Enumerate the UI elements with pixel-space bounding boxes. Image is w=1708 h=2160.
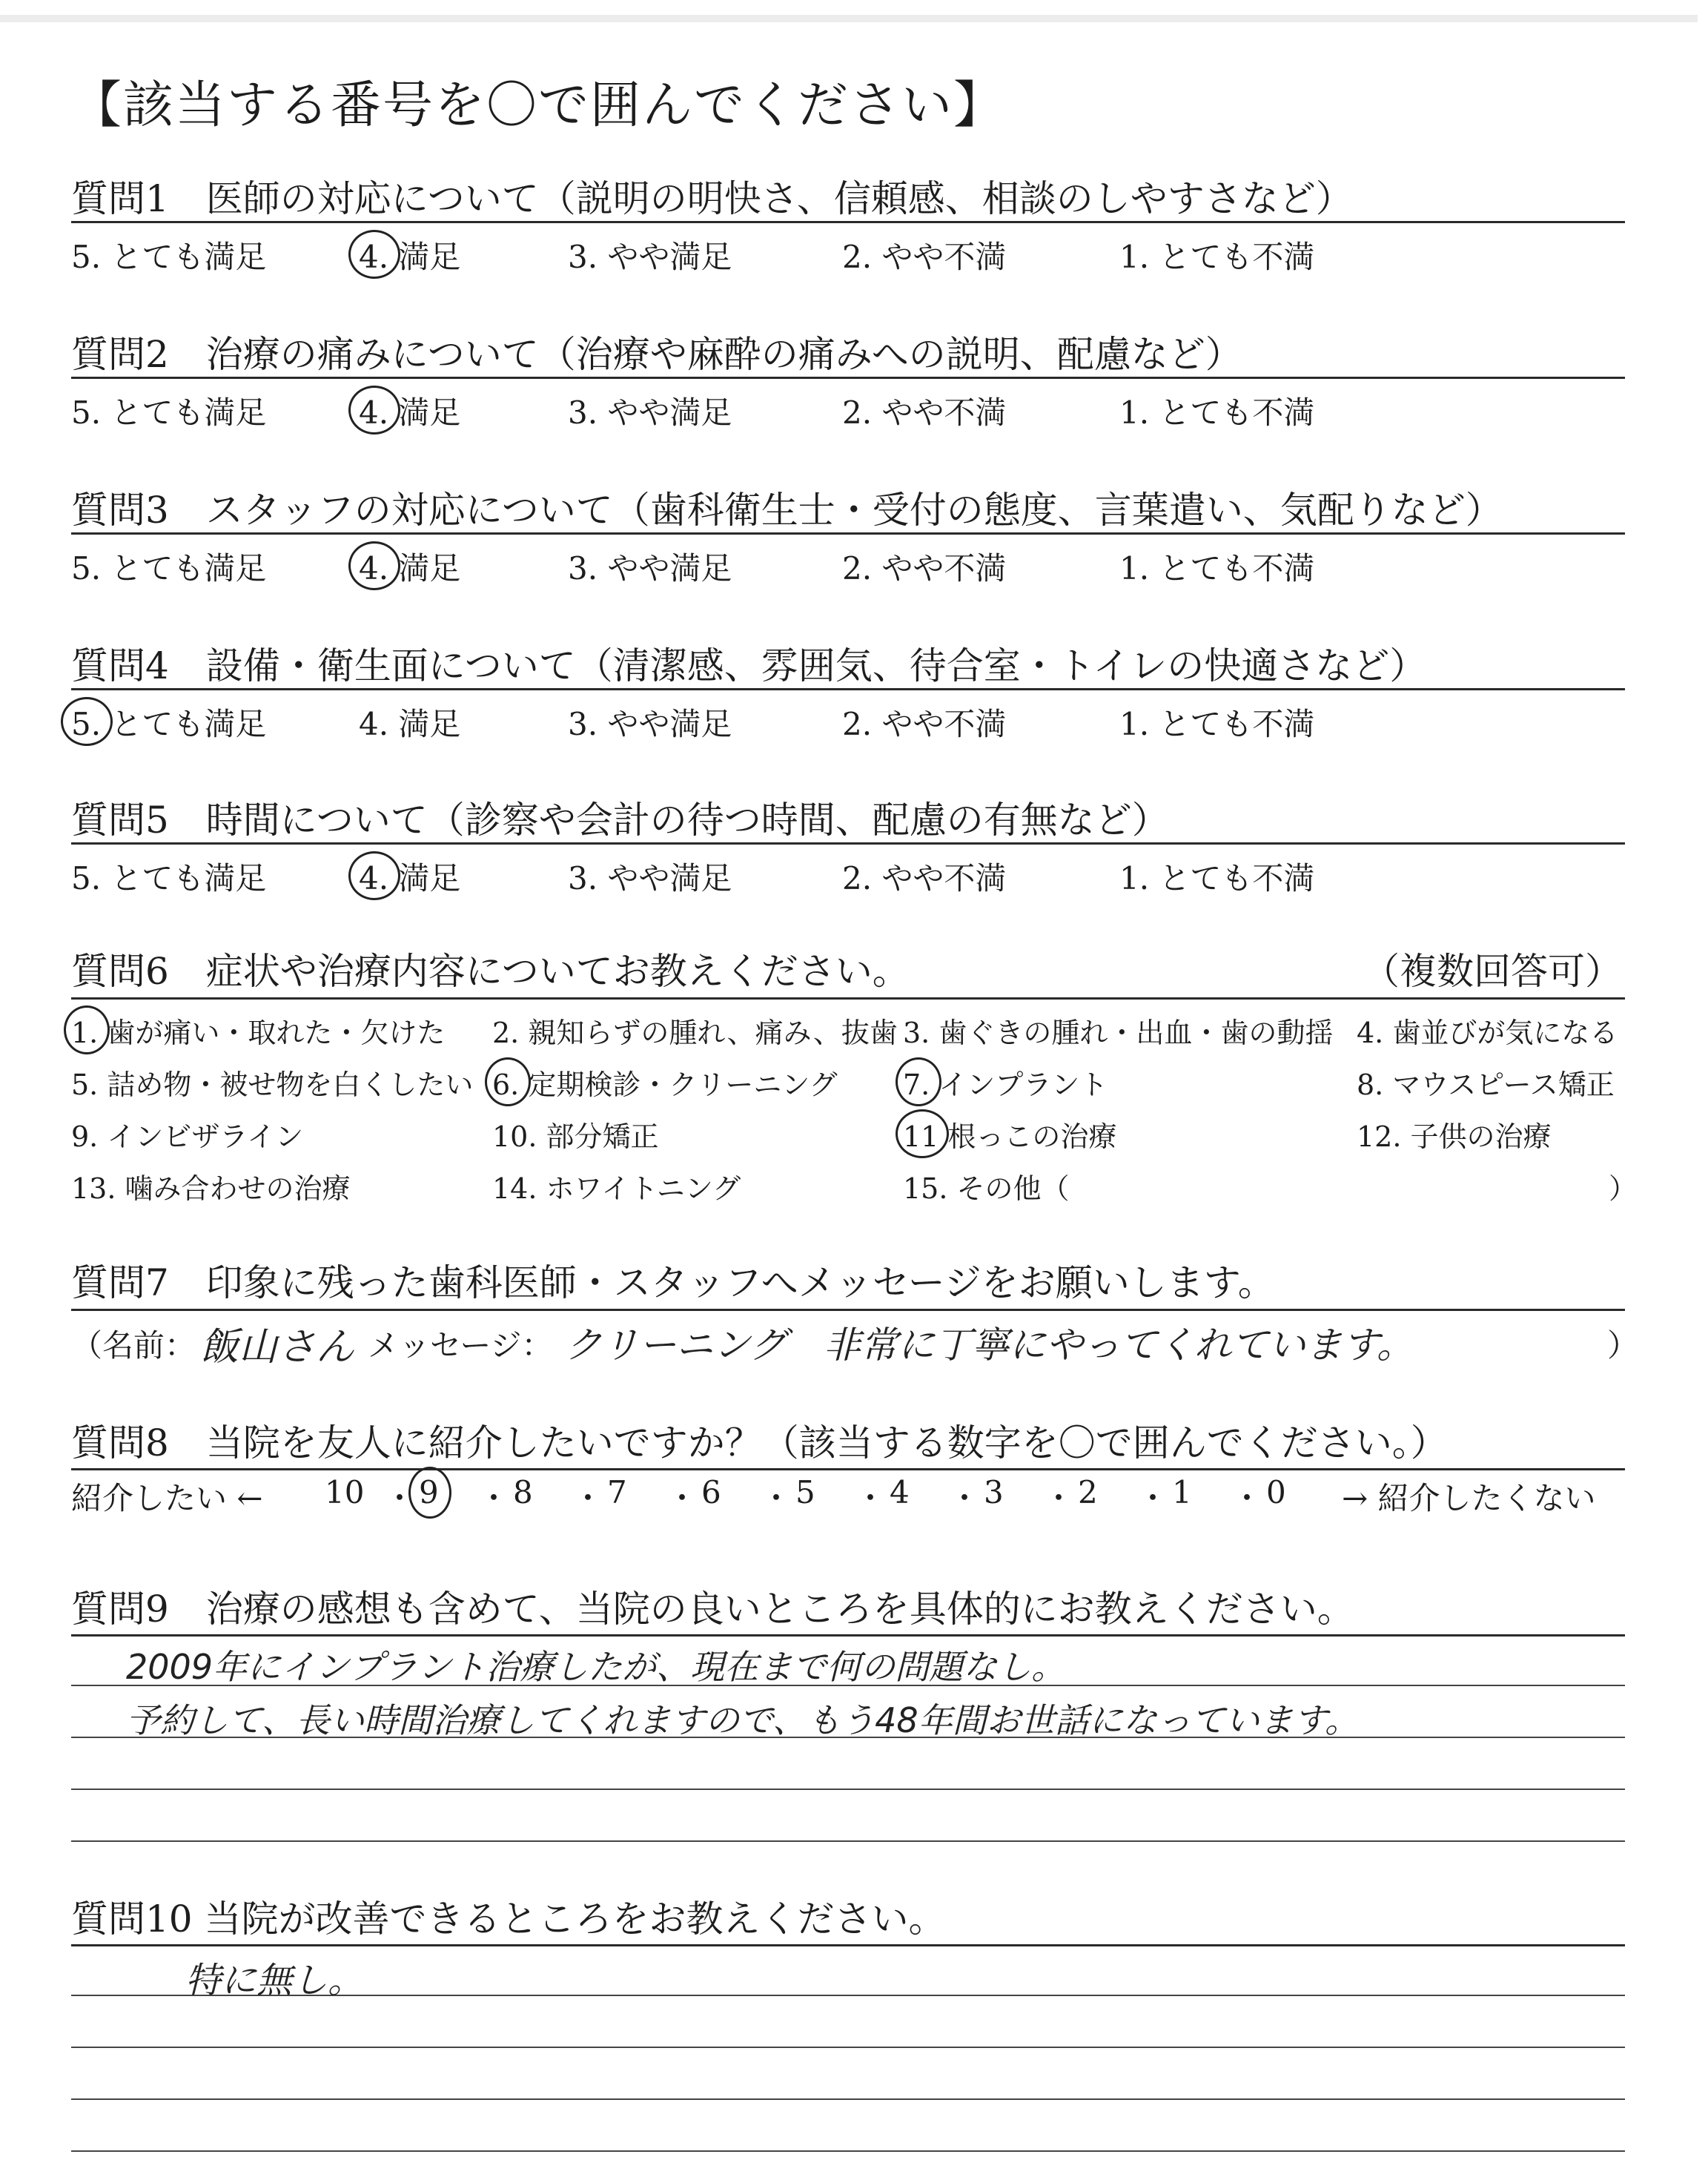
q8-scale-1[interactable]: 1 <box>1172 1474 1192 1510</box>
q5-option-4[interactable]: 4. 満足 <box>359 860 461 896</box>
q7-heading: 質問7 印象に残った歯科医師・スタッフへメッセージをお願いします。 <box>71 1261 1275 1304</box>
q2-option-3[interactable]: 3. やや満足 <box>568 394 732 431</box>
q4-rule <box>71 688 1625 690</box>
q1-option-1[interactable]: 1. とても不満 <box>1119 239 1315 275</box>
q6-option-2[interactable]: 2. 親知らずの腫れ、痛み、抜歯 <box>492 1017 898 1049</box>
q4-option-2[interactable]: 2. やや不満 <box>842 706 1007 742</box>
q3-option-3[interactable]: 3. やや満足 <box>568 550 732 587</box>
q8-separator: ・ <box>1137 1480 1169 1516</box>
q8-separator: ・ <box>1043 1480 1075 1516</box>
q1-selection-circle <box>348 230 400 279</box>
q8-separator: ・ <box>761 1480 792 1516</box>
q8-heading: 質問8 当院を友人に紹介したいですか？（該当する数字を〇で囲んでください。） <box>71 1421 1448 1464</box>
q8-right-label: → 紹介したくない <box>1342 1480 1596 1516</box>
scan-top-edge <box>0 15 1698 22</box>
q9-rule <box>71 1634 1625 1636</box>
q6-option-6[interactable]: 6. 定期検診・クリーニング <box>492 1069 838 1101</box>
q3-option-4[interactable]: 4. 満足 <box>359 550 461 587</box>
q5-selection-circle <box>348 851 400 900</box>
q10-heading: 質問10 当院が改善できるところをお教えください。 <box>71 1898 946 1941</box>
q3-heading: 質問3 スタッフの対応について（歯科衛生士・受付の態度、言葉遣い、気配りなど） <box>71 489 1503 532</box>
q8-scale-2[interactable]: 2 <box>1078 1474 1098 1510</box>
q4-option-3[interactable]: 3. やや満足 <box>568 706 732 742</box>
q2-option-1[interactable]: 1. とても不満 <box>1119 394 1315 431</box>
q1-option-4[interactable]: 4. 満足 <box>359 239 461 275</box>
q5-rule <box>71 842 1625 845</box>
q8-separator: ・ <box>949 1480 981 1516</box>
q6-option-10[interactable]: 10. 部分矯正 <box>492 1120 659 1153</box>
q9-answer-line-2[interactable]: 予約して、長い時間治療してくれますので、もう48年間お世話になっています。 <box>126 1700 1360 1740</box>
q6-selection-circle-11 <box>896 1109 949 1158</box>
q6-option-3[interactable]: 3. 歯ぐきの腫れ・出血・歯の動揺 <box>903 1017 1334 1049</box>
q6-option-9[interactable]: 9. インビザライン <box>71 1120 304 1153</box>
q9-line-4 <box>71 1840 1625 1842</box>
page-title: 【該当する番号を〇で囲んでください】 <box>71 76 1006 135</box>
q6-option-5[interactable]: 5. 詰め物・被せ物を白くしたい <box>71 1069 474 1101</box>
q8-rule <box>71 1468 1625 1470</box>
q6-option-7[interactable]: 7. インプラント <box>903 1069 1108 1101</box>
q1-rule <box>71 221 1625 223</box>
q3-selection-circle <box>348 541 400 590</box>
q1-heading: 質問1 医師の対応について（説明の明快さ、信頼感、相談のしやすさなど） <box>71 177 1353 220</box>
q8-left-label: 紹介したい ← <box>71 1480 263 1516</box>
q10-line-2 <box>71 2047 1625 2048</box>
q8-scale-7[interactable]: 7 <box>607 1474 627 1510</box>
q7-name-label: （名前： <box>71 1327 196 1364</box>
q8-selection-circle <box>408 1467 451 1519</box>
q6-option-11[interactable]: 11 根っこの治療 <box>903 1120 1117 1153</box>
q8-scale-8[interactable]: 8 <box>513 1474 533 1510</box>
q6-option-4[interactable]: 4. 歯並びが気になる <box>1357 1017 1618 1049</box>
q2-option-5[interactable]: 5. とても満足 <box>71 394 267 431</box>
q8-separator: ・ <box>855 1480 887 1516</box>
q6-selection-circle-6 <box>485 1057 531 1106</box>
q3-option-5[interactable]: 5. とても満足 <box>71 550 267 587</box>
q8-scale-4[interactable]: 4 <box>890 1474 910 1510</box>
q6-option-15[interactable]: 15. その他（ <box>903 1172 1070 1205</box>
q2-heading: 質問2 治療の痛みについて（治療や麻酔の痛みへの説明、配慮など） <box>71 333 1242 376</box>
q8-scale-3[interactable]: 3 <box>984 1474 1004 1510</box>
q10-line-3 <box>71 2098 1625 2100</box>
q6-option-8[interactable]: 8. マウスピース矯正 <box>1357 1069 1615 1101</box>
q1-option-5[interactable]: 5. とても満足 <box>71 239 267 275</box>
q2-option-2[interactable]: 2. やや不満 <box>842 394 1007 431</box>
q6-option-1[interactable]: 1. 歯が痛い・取れた・欠けた <box>71 1017 446 1049</box>
q3-option-2[interactable]: 2. やや不満 <box>842 550 1007 587</box>
q7-name-value[interactable]: 飯山さん <box>200 1325 355 1370</box>
q10-line-4 <box>71 2150 1625 2152</box>
q7-message-label: メッセージ： <box>368 1327 553 1364</box>
q10-rule <box>71 1944 1625 1946</box>
q2-selection-circle <box>348 386 400 435</box>
q7-rule <box>71 1309 1625 1311</box>
q4-selection-circle <box>61 697 113 746</box>
q7-close-paren: ） <box>1607 1327 1639 1364</box>
q9-answer-line-1[interactable]: 2009年にインプラント治療したが、現在まで何の問題なし。 <box>126 1647 1066 1687</box>
q6-heading: 質問6 症状や治療内容についてお教えください。 <box>71 950 910 993</box>
q8-separator: ・ <box>572 1480 604 1516</box>
q3-option-1[interactable]: 1. とても不満 <box>1119 550 1315 587</box>
q3-rule <box>71 532 1625 535</box>
q6-option-13[interactable]: 13. 噛み合わせの治療 <box>71 1172 351 1205</box>
q6-close-paren: ） <box>1609 1172 1638 1205</box>
q9-line-3 <box>71 1789 1625 1790</box>
q2-option-4[interactable]: 4. 満足 <box>359 394 461 431</box>
q6-selection-circle-1 <box>64 1005 110 1054</box>
q10-answer-line-1[interactable]: 特に無し。 <box>185 1960 364 2001</box>
q6-option-12[interactable]: 12. 子供の治療 <box>1357 1120 1552 1153</box>
q7-message-value[interactable]: クリーニング 非常に丁寧にやってくれています。 <box>565 1324 1414 1367</box>
q6-note: （複数回答可） <box>1363 950 1622 993</box>
q1-option-2[interactable]: 2. やや不満 <box>842 239 1007 275</box>
q6-option-14[interactable]: 14. ホワイトニング <box>492 1172 741 1205</box>
q2-rule <box>71 377 1625 379</box>
q8-scale-10[interactable]: 10 <box>325 1474 365 1510</box>
q4-heading: 質問4 設備・衛生面について（清潔感、雰囲気、待合室・トイレの快適さなど） <box>71 644 1427 687</box>
q8-separator: ・ <box>1231 1480 1263 1516</box>
q6-selection-circle-7 <box>896 1057 941 1106</box>
q8-scale-5[interactable]: 5 <box>795 1474 815 1510</box>
q8-separator: ・ <box>666 1480 698 1516</box>
q4-option-1[interactable]: 1. とても不満 <box>1119 706 1315 742</box>
q4-option-5[interactable]: 5. とても満足 <box>71 706 267 742</box>
q5-option-3[interactable]: 3. やや満足 <box>568 860 732 896</box>
q8-scale-6[interactable]: 6 <box>701 1474 721 1510</box>
q4-option-4[interactable]: 4. 満足 <box>359 706 461 742</box>
q5-option-2[interactable]: 2. やや不満 <box>842 860 1007 896</box>
q8-separator: ・ <box>384 1480 416 1516</box>
q8-separator: ・ <box>478 1480 510 1516</box>
q5-heading: 質問5 時間について（診察や会計の待つ時間、配慮の有無など） <box>71 799 1169 842</box>
q6-rule <box>71 997 1625 1000</box>
q5-option-1[interactable]: 1. とても不満 <box>1119 860 1315 896</box>
q1-option-3[interactable]: 3. やや満足 <box>568 239 732 275</box>
q8-scale-0[interactable]: 0 <box>1266 1474 1286 1510</box>
q8-scale-9[interactable]: 9 <box>419 1474 439 1510</box>
q9-heading: 質問9 治療の感想も含めて、当院の良いところを具体的にお教えください。 <box>71 1588 1354 1631</box>
q5-option-5[interactable]: 5. とても満足 <box>71 860 267 896</box>
